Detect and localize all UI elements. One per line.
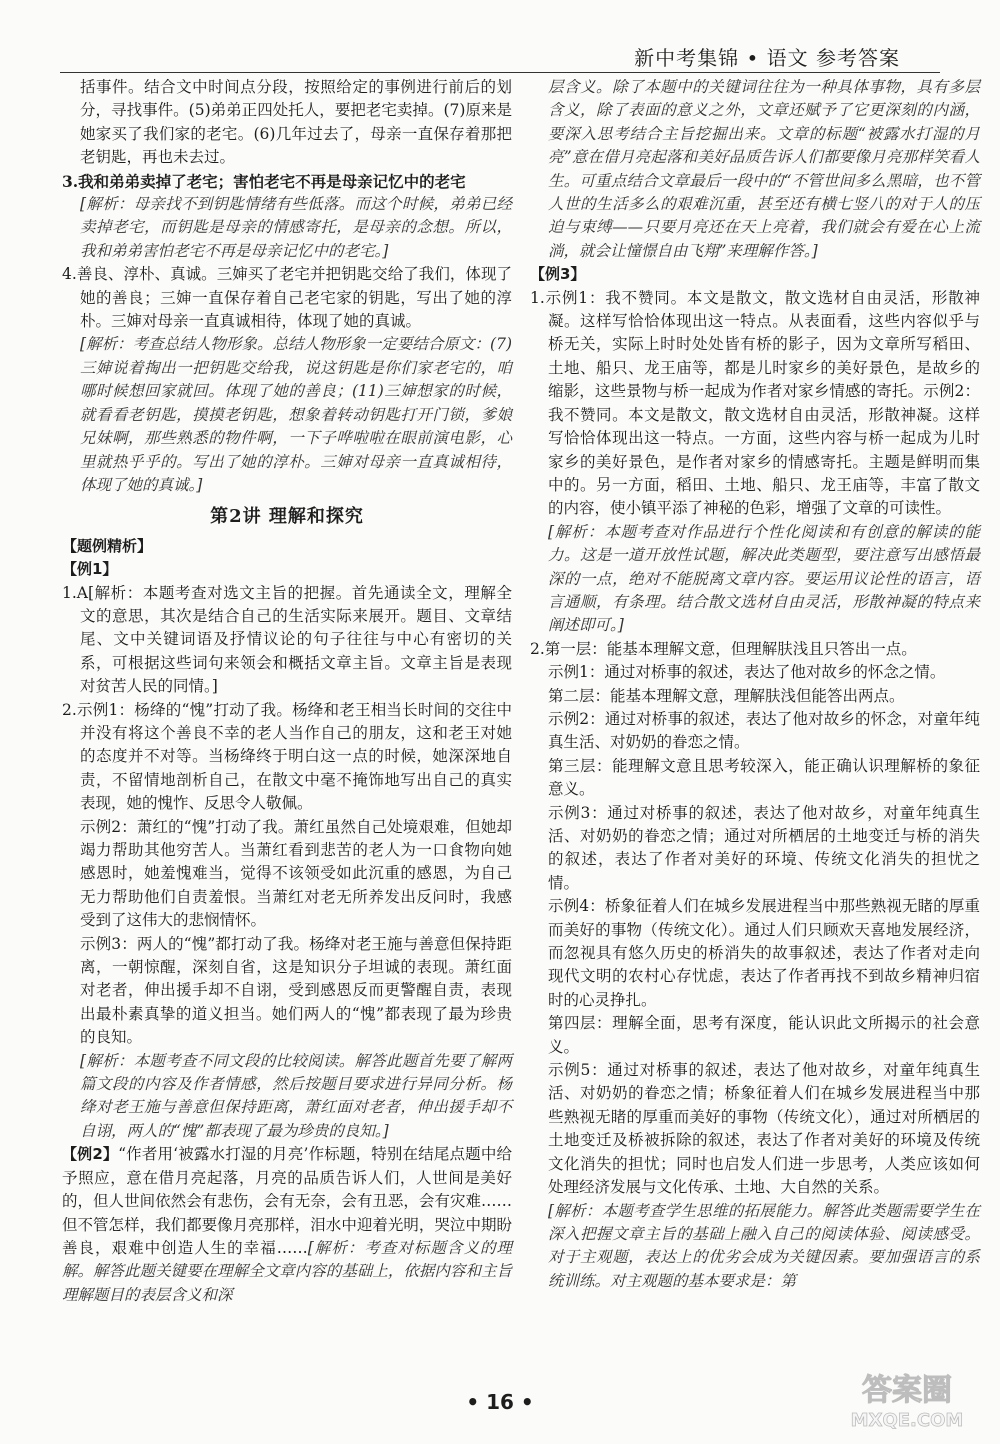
level-line: 示例1：通过对桥事的叙述，表达了他对故乡的怀念之情。 <box>548 663 946 682</box>
example1-q1: 1.A[解析：本题考查对选文主旨的把握。首先通读全文，理解全文的意思，其次是结合自己的生活实际来展开。题目、文章结尾、文中关键词语及抒情议论的句子往往与中心有密切的关系，可根据这些词句来领会和概括文章主旨。文章主旨是表现对贫苦人民的同情。] <box>62 583 512 696</box>
level-line: 第四层：理解全面，思考有深度，能认识此文所揭示的社会意义。 <box>548 1014 980 1056</box>
level-line: 示例4：桥象征着人们在城乡发展进程当中那些熟视无睹的厚重而美好的事物（传统文化）。通过人们只顾欢天喜地发展经济，而忽视具有悠久历史的桥消失的故事叙述，表达了作者对走向现代文明的农村心存忧虑，表达了作者再找不到故乡精神归宿时的心灵挣扎。 <box>548 897 980 1009</box>
example1-q2-sample2: 示例2：萧红的“愧”打动了我。萧红虽然自己处境艰难，但她却竭力帮助其他穷苦人。当萧红看到悲苦的老人为一口食物向她感恩时，她羞愧难当，觉得不该领受如此沉重的感恩，为自己无力帮助他们自责羞恨。当萧红对老无所养发出反问时，我感受到了这伟大的悲悯情怀。 <box>80 817 512 930</box>
header-title: 新中考集锦 • 语文 参考答案 <box>634 46 900 70</box>
watermark-text: 答案圈 <box>862 1373 952 1408</box>
example-2 <box>62 1143 512 1307</box>
analysis: [解析：本题考查对作品进行个性化阅读和有创意的解读的能力。这是一道开放性试题，解决此类题型，要注意写出感悟最深的一点，绝对不能脱离文章内容。要运用议论性的语言，语言通顺，有条理。结合散文选材自由灵活，形散神凝的特点来阐述即可。] <box>548 522 980 635</box>
level-line: 示例2：通过对桥事的叙述，表达了他对故乡的怀念，对童年纯真生活、对奶奶的眷恋之情。 <box>548 709 980 752</box>
analysis: [解析：本题考查学生思维的拓展能力。解答此类题需要学生在深入把握文章主旨的基础上融入自己的阅读体验、阅读感受。对于主观题，表达上的优劣会成为关键因素。要加强语言的系统训练。对主观题的基本要求是：第 <box>548 1201 980 1290</box>
left-column <box>62 76 512 1307</box>
right-column <box>530 76 980 1293</box>
analysis: [解析：考查总结人物形象。总结人物形象一定要结合原文：(7)三婶说着掏出一把钥匙交给我，说这钥匙是你们家老宅的，咱哪时候想回家就回。体现了她的善良；(11)三婶想家的时候，就看看老钥匙，摸摸老钥匙，想象着转动钥匙打开门锁，爹娘兄妹啊，那些熟悉的物件啊，一下子哗啦啦在眼前演电影，心里就热乎乎的。写出了她的淳朴。三婶对母亲一直真诚相待，体现了她的真诚。] <box>80 335 512 494</box>
page-header <box>60 40 940 74</box>
analysis-continued: 层含义。除了本题中的关键词往往为一种具体事物，具有多层含义，除了表面的意义之外，文章还赋予了它更深刻的内涵，要深入思考结合主旨挖掘出来。文章的标题“被露水打湿的月亮”意在借月亮起落和美好品质告诉人们都要像月亮那样笑看人生。可重点结合文章最后一段中的“不管世间多么黑暗，也不管人世的生活多么的艰难沉重，甚至还有横七竖八的对于人的压迫与束缚——只要月亮还在天上亮着，我们就会有爱在心上流淌，就会让憧憬自由飞翔”来理解作答。] <box>548 78 980 260</box>
example3-q1: 1.示例1：我不赞同。本文是散文，散文选材自由灵活，形散神凝。这样写恰恰体现出这一特点。从表面看，这些内容似乎与桥无关，实际上时时处处皆有桥的影子，因为文章所写稻田、土地、船只、龙王庙等，都是儿时家乡的美好景色，是故乡的缩影，这些景物与桥一起成为作者对家乡情感的寄托。示例2：我不赞同。本文是散文，散文选材自由灵活，形散神凝。这样写恰恰体现出这一特点。一方面，这些内容与桥一起成为儿时家乡的美好景色，是作者对家乡的情感寄托。主题是鲜明而集中的。另一方面，稻田、土地、船只、龙王庙等，丰富了散文的内容，使小镇平添了神秘的色彩，增强了文章的可读性。 <box>530 288 980 518</box>
question-4: 4.善良、淳朴、真诚。三婶买了老宅并把钥匙交给了我们，体现了她的善良；三婶一直保存着自己老宅家的钥匙，写出了她的淳朴。三婶对母亲一直真诚相待，体现了她的真诚。 <box>62 265 512 331</box>
level-line: 第三层：能理解文意且思考较深入，能正确认识理解桥的象征意义。 <box>548 756 980 799</box>
example3-q2: 2.第一层：能基本理解文意，但理解肤浅且只答出一点。 <box>530 639 917 658</box>
level-line: 第二层：能基本理解文意，理解肤浅但能答出两点。 <box>548 686 905 705</box>
tag-example-analysis: 【题例精析】 <box>62 536 153 555</box>
example1-q2: 2.示例1：杨绛的“愧”打动了我。杨绛和老王相当长时间的交往中并没有将这个善良不幸的老人当作自己的朋友，这和老王对她的态度并不对等。当杨绛终于明白这一点的时候，她深深地自责，不留情地剖析自己，在散文中毫不掩饰地写出自己的真实表现，她的愧怍、反思令人敬佩。 <box>62 700 512 813</box>
watermark-logo <box>832 1366 982 1432</box>
paragraph: 括事件。结合文中时间点分段，按照给定的事例进行前后的划分，寻找事件。(5)弟弟正四处托人，要把老宅卖掉。(7)原来是她家买了我们家的老宅。(6)几年过去了，母亲一直保存着那把老钥匙，再也未去过。 <box>80 78 512 167</box>
watermark-site: MXQE.COM <box>850 1410 964 1431</box>
question-3: 3.我和弟弟卖掉了老宅；害怕老宅不再是母亲记忆中的老宅 <box>62 171 466 191</box>
tag-example-1: 【例1】 <box>62 560 118 579</box>
example1-q2-sample3: 示例3：两人的“愧”都打动了我。杨绛对老王施与善意但保持距离，一朝惊醒，深刻自省，这是知识分子坦诚的表现。萧红面对老者，伸出援手却不自诩，受到感恩反而更警醒自责，表现出最朴素真挚的道义担当。她们两人的“愧”都表现了最为珍贵的良知。 <box>80 934 512 1047</box>
tag-example-2: 【例2】 <box>62 1145 119 1164</box>
analysis: [解析：考查对标题含义的理解。解答此题关键要在理解全文章内容的基础上，依据内容和主旨理解题目的表层含义和深 <box>62 1238 512 1304</box>
header-rule <box>60 72 940 73</box>
analysis: [解析：本题考查不同文段的比较阅读。解答此题首先要了解两篇文段的内容及作者情感，然后按题目要求进行异同分析。杨绛对老王施与善意但保持距离，萧红面对老者，伸出援手却不自诩，两人的“愧”都表现了最为珍贵的良知。] <box>80 1051 512 1140</box>
section-title: 第2讲 理解和探究 <box>210 506 364 528</box>
tag-example-3: 【例3】 <box>530 265 586 284</box>
example2-text: “作者用‘被露水打湿的月亮’作标题，特别在结尾点题中给予照应，意在借月亮起落，月亮的品质告诉人们，人世间是美好的，但人世间依然会有悲伤，会有无奈，会有丑恶，会有灾难……但不管怎样，我们都要像月亮那样，泪水中迎着光明，哭泣中期盼善良，艰难中创造人生的幸福…… <box>62 1145 513 1257</box>
level-line: 示例3：通过对桥事的叙述，表达了他对故乡，对童年纯真生活、对奶奶的眷恋之情；通过对所栖居的土地变迁与桥的消失的叙述，表达了作者对美好的环境、传统文化消失的担忧之情。 <box>548 803 980 892</box>
level-line: 示例5：通过对桥事的叙述，表达了他对故乡，对童年纯真生活、对奶奶的眷恋之情；桥象征着人们在城乡发展进程当中那些熟视无睹的厚重而美好的事物（传统文化），通过对所栖居的土地变迁及桥被拆除的叙述，表达了作者对美好的环境及传统文化消失的担忧；同时也启发人们进一步思考，人类应该如何处理经济发展与文化传承、土地、大自然的关系。 <box>548 1061 980 1197</box>
page-number: • 16 • <box>466 1390 534 1414</box>
analysis: [解析：母亲找不到钥匙情绪有些低落。而这个时候，弟弟已经卖掉老宅，而钥匙是母亲的情感寄托，是母亲的念想。所以，我和弟弟害怕老宅不再是母亲记忆中的老宅。] <box>80 195 512 260</box>
